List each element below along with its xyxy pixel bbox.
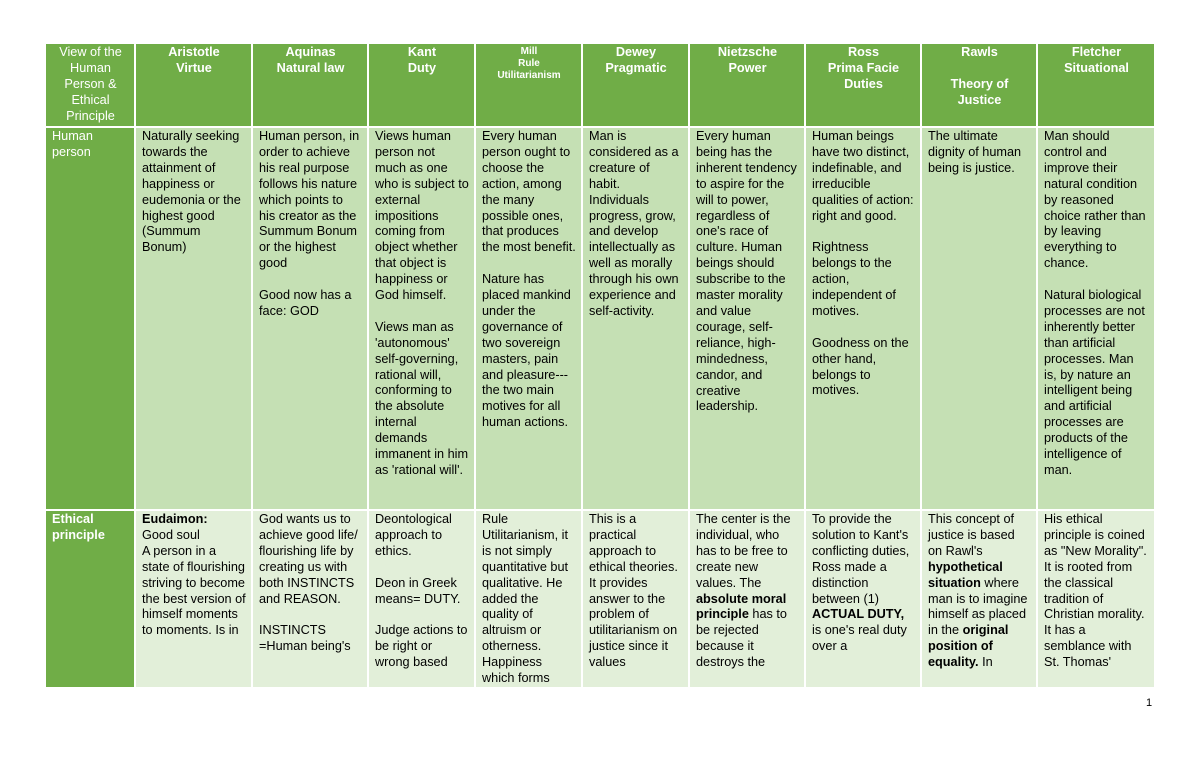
cell-fletcher-ethical (1037, 510, 1155, 688)
spacer (375, 304, 469, 320)
text-run: In (982, 655, 993, 670)
col-name: Kant (407, 45, 437, 59)
header-dewey (582, 44, 689, 127)
cell-text: Man should control and improve their natural condition by reasoned choice rather than by leaving everything to chance. (1044, 129, 1146, 271)
col-name: Aquinas (285, 45, 336, 59)
cell-text: This is a practical approach to ethical theories. It provides answer to the problem of utilitarianism on justice since it values (589, 512, 678, 670)
cell-text: Rule Utilitarianism, it is not simply quantitative but qualitative. He added the quality of altruism or otherness. Happiness which forms (482, 512, 569, 686)
col-sub: Pragmatic (605, 60, 667, 75)
col-sub: Theory of Justice (950, 76, 1009, 107)
cell-kant-ethical (368, 510, 475, 688)
col-sub2: Utilitarianism (497, 70, 561, 81)
spacer (482, 256, 576, 272)
header-fletcher (1037, 44, 1155, 127)
cell-text (812, 512, 915, 655)
cell-text: Nature has placed mankind under the governance of two sovereign masters, pain and pleasure---the two main motives for all human actions. (482, 272, 571, 430)
cell-text: Natural biological processes are not inherently better than artificial processes. Man is, by nature an intelligent being and artificial processes are products of the intelligence of man. (1044, 288, 1145, 478)
col-name: Fletcher (1071, 45, 1122, 59)
cell-text (142, 512, 246, 528)
col-sub: Situational (1064, 60, 1129, 75)
comparison-table-wrapper (46, 44, 1155, 689)
text-run: is one's real duty over a (812, 623, 907, 654)
spacer (812, 320, 915, 336)
row-human-person (46, 127, 1155, 510)
cell-kant-human (368, 127, 475, 510)
col-name: Ross (847, 45, 880, 59)
cell-text: Views human person not much as one who is subject to external impositions coming from object whether that object is happiness or God himself. (375, 129, 469, 303)
cell-text: Human beings have two distinct, indefinable, and irreducible qualities of action: right and good. (812, 129, 914, 223)
cell-dewey-human (582, 127, 689, 510)
header-aristotle (135, 44, 252, 127)
col-name: Aristotle (168, 45, 220, 59)
cell-text: Judge actions to be right or wrong based (375, 623, 468, 670)
col-name: Mill (520, 46, 538, 57)
header-view-label: View of the Human Person & Ethical Principle (46, 44, 135, 127)
spacer (375, 607, 469, 623)
col-name: Dewey (615, 45, 657, 59)
row-ethical-principle (46, 510, 1155, 688)
spacer (1044, 272, 1149, 288)
col-sub2: Duties (844, 76, 883, 91)
header-ross (805, 44, 921, 127)
cell-text: God wants us to achieve good life/ flourishing life by creating us with both INSTINCTS and REASON. (259, 512, 358, 606)
cell-text (696, 512, 799, 671)
cell-text: The ultimate dignity of human being is justice. (928, 129, 1022, 175)
spacer (259, 272, 362, 288)
col-sub: Rule (518, 58, 540, 69)
spacer (259, 607, 362, 623)
text-run: To provide the solution to Kant's conflicting duties, Ross made a distinction between (1) (812, 512, 910, 606)
text-run: The center is the individual, who has to be free to create new values. The (696, 512, 791, 590)
header-aquinas (252, 44, 368, 127)
bold-term: ACTUAL DUTY, (812, 607, 905, 622)
cell-text: Deontological approach to ethics. (375, 512, 452, 558)
row-label-ethical-principle: Ethical principle (46, 510, 135, 688)
col-sub: Prima Facie (827, 60, 900, 75)
col-sub: Virtue (176, 60, 212, 75)
cell-text: Goodness on the other hand, belongs to motives. (812, 335, 909, 398)
cell-text: A person in a state of flourishing striving to become the best version of himself moments to moments. Is in (142, 543, 246, 638)
text-run: where man is to imagine himself as placed in the (928, 575, 1028, 638)
cell-text: Every human person ought to choose the action, among the many possible ones, that produces the most benefit. (482, 129, 576, 255)
cell-aristotle-human (135, 127, 252, 510)
cell-text: Deon in Greek means= DUTY. (375, 575, 461, 606)
header-row (46, 44, 1155, 127)
cell-text: Good now has a face: GOD (259, 288, 352, 318)
cell-text: Views man as 'autonomous' self-governing, rational will, conforming to the absolute internal demands immanent in him as 'rational will'. (375, 319, 469, 478)
cell-nietzsche-ethical (689, 510, 805, 688)
spacer (928, 61, 1031, 77)
cell-ross-ethical (805, 510, 921, 688)
cell-text (928, 512, 1031, 671)
text-run: This concept of justice is based on Rawl's (928, 512, 1015, 558)
cell-dewey-ethical (582, 510, 689, 688)
header-mill (475, 44, 582, 127)
cell-text: Rightness belongs to the action, independent of motives. (812, 240, 896, 318)
col-name: Rawls (961, 45, 998, 59)
cell-fletcher-human (1037, 127, 1155, 510)
cell-mill-human (475, 127, 582, 510)
bold-term: absolute moral principle (696, 591, 787, 622)
cell-text: INSTINCTS =Human being's (259, 623, 351, 654)
bold-term: hypothetical situation (928, 559, 1003, 590)
ethics-comparison-table (46, 44, 1156, 689)
cell-aquinas-human (252, 127, 368, 510)
col-sub: Duty (407, 60, 437, 75)
header-rawls (921, 44, 1037, 127)
spacer (375, 560, 469, 576)
cell-aquinas-ethical (252, 510, 368, 688)
text-run: has to be rejected because it destroys the (696, 607, 787, 670)
cell-text: Man is considered as a creature of habit. Individuals progress, grow, and develop intellectually as well as morally through his own experience and self-activity. (589, 129, 679, 318)
cell-text: His ethical principle is coined as "New Morality". It is rooted from the classical tradition of Christian morality. It has a semblance with St. Thomas' (1044, 512, 1147, 670)
col-sub: Power (728, 60, 767, 75)
bold-term: original position of equality. (928, 623, 1009, 670)
row-label-human-person: Human person (46, 127, 135, 510)
page-number: 1 (1146, 697, 1153, 709)
cell-rawls-human (921, 127, 1037, 510)
cell-text: Human person, in order to achieve his real purpose follows his nature which points to his creator as the Summum Bonum or the highest good (259, 129, 360, 271)
cell-nietzsche-human (689, 127, 805, 510)
cell-text: Naturally seeking towards the attainment of happiness or eudemonia or the highest good (Summum Bonum) (142, 129, 241, 255)
bold-term: Eudaimon: (142, 512, 208, 526)
col-name: Nietzsche (717, 45, 778, 59)
cell-mill-ethical (475, 510, 582, 688)
cell-text: Good soul (142, 527, 200, 542)
cell-rawls-ethical (921, 510, 1037, 688)
cell-aristotle-ethical (135, 510, 252, 688)
header-nietzsche (689, 44, 805, 127)
cell-ross-human (805, 127, 921, 510)
cell-text: Every human being has the inherent tendency to aspire for the will to power, regardless of one's race of culture. Human beings should subscribe to the master morality and value courage, self-reliance, high-mindedness, candor, and creative leadership. (696, 129, 797, 414)
spacer (812, 224, 915, 240)
col-sub: Natural law (276, 60, 345, 75)
header-kant (368, 44, 475, 127)
